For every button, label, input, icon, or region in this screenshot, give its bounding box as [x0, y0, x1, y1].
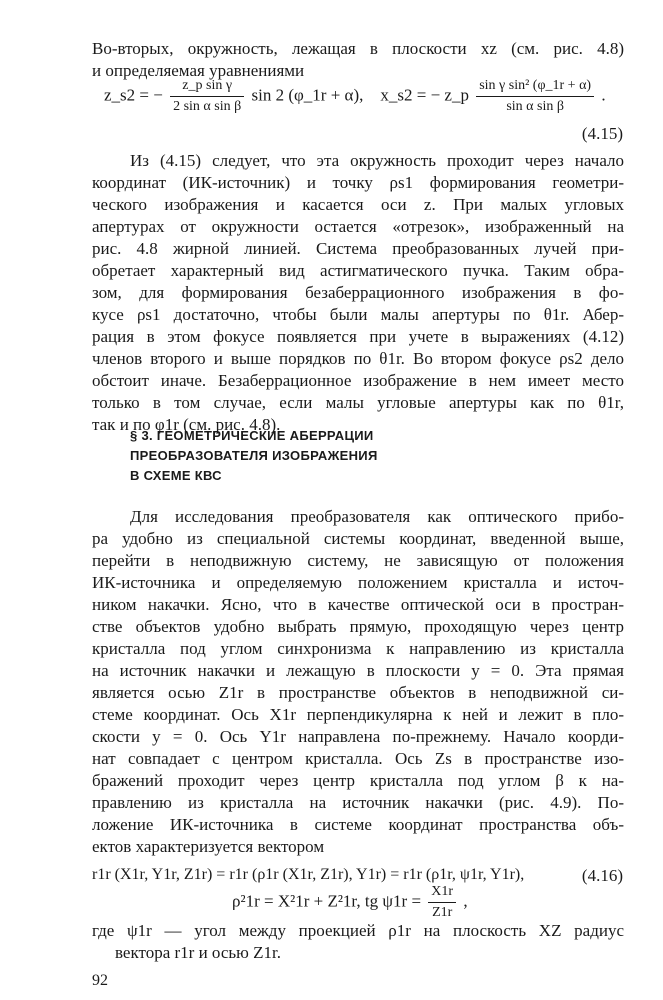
text-line: ектов характеризуется вектором: [92, 837, 325, 856]
eq-term: sin 2 (φ_1r + α),: [251, 85, 364, 105]
text-line: ником накачки. Ясно, что в качестве оптической оси в простран-: [92, 595, 624, 614]
text-line: на источник накачки и лежащую в плоскости y = 0. Эта прямая: [92, 661, 624, 680]
fraction-numerator: z_p sin γ: [170, 78, 244, 97]
text-line: Для исследования преобразователя как оптического прибо-: [130, 507, 624, 526]
text-line: ческого изображения и касается оси z. При малых угловых: [92, 195, 624, 214]
text-line: обретает характерный вид астигматического пучка. Таким обра-: [92, 261, 624, 280]
equation-4-16-line1: r1r (X1r, Y1r, Z1r) = r1r (ρ1r (X1r, Z1r), Y1r) = r1r (ρ1r, ψ1r, Y1r),: [92, 866, 525, 883]
fraction-denominator: sin α sin β: [506, 99, 564, 114]
text-line: и определяемая уравнениями: [92, 61, 305, 80]
text-line: является осью Z1r в пространстве объектов в неподвижной си-: [92, 683, 624, 702]
text-line: нат совпадает с центром кристалла. Ось Zs в пространстве изо-: [92, 749, 624, 768]
fraction: [428, 884, 456, 921]
text-line: стеме координат. Ось X1r перпендикулярна к ней и лежит в пло-: [92, 705, 624, 724]
text-line: так и по φ1r (см. рис. 4.8).: [92, 415, 281, 434]
fraction: [476, 78, 594, 115]
eq-term: x_s2 = − z_p: [380, 85, 469, 105]
text-line: кристалла под углом синхронизма к направлению из кристалла: [92, 639, 624, 658]
eq-term: .: [601, 85, 606, 105]
text-line: ложение ИК-источника в системе координат пространства объ-: [92, 815, 624, 834]
equation-4-16-line2: [232, 884, 468, 921]
eq-term: ρ²1r = X²1r + Z²1r, tg ψ1r =: [232, 891, 422, 911]
text-line: рация в этом фокусе появляется при учете в выражениях (4.12): [92, 327, 624, 346]
equation-number: (4.15): [581, 124, 623, 143]
text-line: зом, для формирования безаберрационного изображения в фо-: [92, 283, 624, 302]
section-heading-line: В СХЕМЕ КВС: [130, 468, 222, 483]
fraction: [170, 78, 244, 115]
page-number: 92: [92, 972, 108, 989]
text-line: Из (4.15) следует, что эта окружность проходит через начало: [130, 151, 624, 170]
text-line: координат (ИК-источник) и точку ρs1 формирования геометри-: [92, 173, 624, 192]
text-line: кусе ρs1 достаточно, чтобы были малы апертуры по θ1r. Абер-: [92, 305, 624, 324]
equation-4-15: [104, 78, 606, 115]
text-line: вектора r1r и осью Z1r.: [115, 943, 281, 962]
text-line: Во-вторых, окружность, лежащая в плоскости xz (см. рис. 4.8): [92, 39, 624, 58]
text-line: только в том случае, если малы угловые апертуры как по θ1r,: [92, 393, 624, 412]
text-line: ИК-источника и определяемую положением кристалла и источ-: [92, 573, 624, 592]
text-line: бражений проходит через центр кристалла под углом β к на-: [92, 771, 624, 790]
text-line: ра удобно из специальной системы координат, введенной выше,: [92, 529, 624, 548]
section-heading-line: § 3. ГЕОМЕТРИЧЕСКИЕ АБЕРРАЦИИ: [130, 428, 374, 443]
text-line: перейти в неподвижную систему, не зависящую от положения: [92, 551, 624, 570]
text-line: правлению из кристалла на источник накачки (рис. 4.9). По-: [92, 793, 624, 812]
fraction-denominator: Z1r: [432, 905, 453, 920]
text-line: скости y = 0. Ось Y1r направлена по-прежнему. Начало коорди-: [92, 727, 624, 746]
fraction-numerator: sin γ sin² (φ_1r + α): [476, 78, 594, 97]
text-line: апертурах от окружности остается «отрезок», изображенный на: [92, 217, 624, 236]
fraction-numerator: X1r: [428, 884, 456, 903]
section-heading-line: ПРЕОБРАЗОВАТЕЛЯ ИЗОБРАЖЕНИЯ: [130, 448, 378, 463]
equation-number: (4.16): [581, 866, 623, 885]
text-line: обстоит иначе. Безаберрационное изображение в нем имеет место: [92, 371, 624, 390]
eq-term: ,: [463, 891, 468, 911]
text-line: рис. 4.8 жирной линией. Система преобразованных лучей при-: [92, 239, 624, 258]
text-line: стве объектов удобно выбрать прямую, проходящую через центр: [92, 617, 624, 636]
fraction-denominator: 2 sin α sin β: [173, 99, 242, 114]
text-line: членов второго и выше порядков по θ1r. Во втором фокусе ρs2 дело: [92, 349, 624, 368]
eq-term: z_s2 = −: [104, 85, 163, 105]
text-line: где ψ1r — угол между проекцией ρ1r на плоскость XZ радиус: [92, 921, 624, 940]
